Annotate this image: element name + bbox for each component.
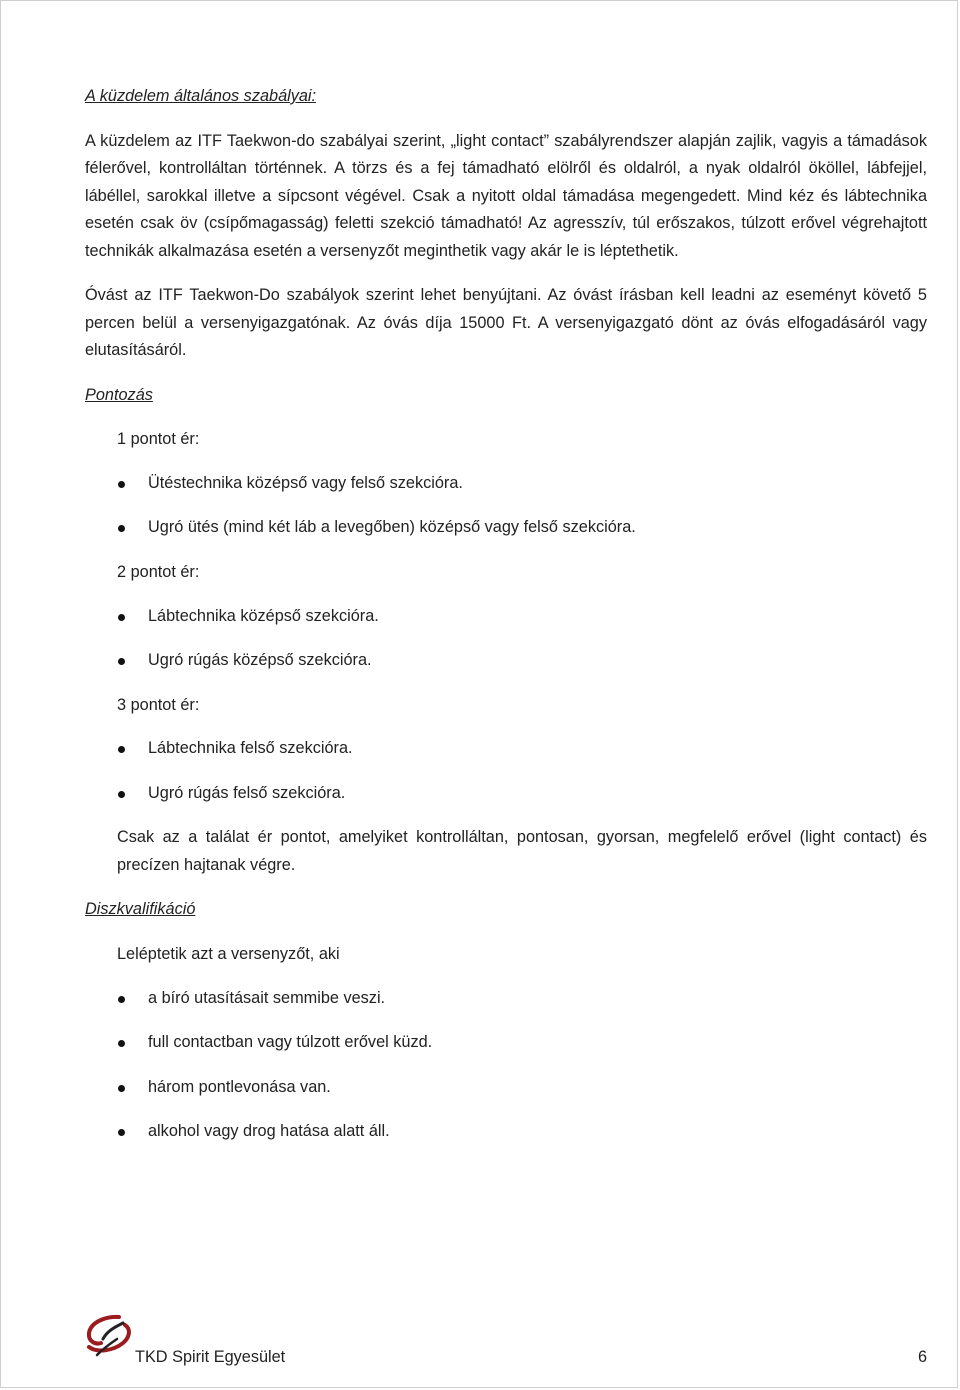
club-logo-icon [83,1313,133,1357]
list-item: Ütéstechnika középső vagy felső szekcióra. [117,470,927,498]
list-item: Lábtechnika felső szekcióra. [117,735,927,763]
bullet-icon [118,1085,125,1092]
list-item: három pontlevonása van. [117,1074,927,1102]
list-item: Ugró rúgás felső szekcióra. [117,780,927,808]
score-label-3: 3 pontot ér: [117,695,200,714]
section-heading-disqualification: Diszkvalifikáció [85,900,196,919]
section-heading-scoring: Pontozás [85,385,153,404]
bullet-icon [118,658,125,665]
footer-organization: TKD Spirit Egyesület [135,1348,286,1366]
bullet-icon [118,791,125,798]
disqualification-intro: Leléptetik azt a versenyzőt, aki [117,944,340,963]
bullet-icon [118,481,125,488]
score-list-3 [117,735,927,807]
score-label-2: 2 pontot ér: [117,562,200,581]
page-content [85,83,927,1146]
bullet-icon [118,1129,125,1136]
bullet-icon [118,614,125,621]
list-item: full contactban vagy túlzott erővel küzd. [117,1029,927,1057]
score-label-1: 1 pontot ér: [117,430,200,448]
list-item: alkohol vagy drog hatása alatt áll. [117,1118,927,1146]
protest-paragraph: Óvást az ITF Taekwon-Do szabályok szerint lehet benyújtani. Az óvást írásban kell leadni az eseményt követő 5 percen belül a versenyigazgatónak. Az óvás díja 15000 Ft. A versenyigazgató dönt az óvás elfogadásáról vagy elutasításáról. [85,286,927,359]
bullet-icon [118,996,125,1003]
rules-paragraph: A küzdelem az ITF Taekwon-do szabályai szerint, „light contact” szabályrendszer alapján zajlik, vagyis a támadások félerővel, kontrolláltan történnek. A törzs és a fej támadható elölről és oldalról, a nyak oldalról ököllel, lábfejjel, lábéllel, sarokkal illetve a sípcsont végével. Csak a nyitott oldal támadása megengedett. Mind kéz és lábtechnika esetén csak öv (csípőmagasság) feletti szekció támadható! Az agresszív, túl erőszakos, túlzott erővel végrehajtott technikák alkalmazása esetén a versenyzőt meginthetik vagy akár le is léptethetik. [85,131,927,260]
bullet-icon [118,1040,125,1047]
bullet-icon [118,746,125,753]
page-footer [83,1313,927,1373]
list-item: Lábtechnika középső szekcióra. [117,603,927,631]
page-number: 6 [917,1348,927,1366]
list-item: a bíró utasításait semmibe veszi. [117,985,927,1013]
bullet-icon [118,525,125,532]
score-list-1 [117,470,927,542]
scoring-note: Csak az a találat ér pontot, amelyiket kontrolláltan, pontosan, gyorsan, megfelelő erővel (light contact) és precízen hajtanak végre. [117,828,927,874]
score-list-2 [117,603,927,675]
list-item: Ugró rúgás középső szekcióra. [117,647,927,675]
list-item: Ugró ütés (mind két láb a levegőben) középső vagy felső szekcióra. [117,514,927,542]
disqualification-list [117,985,927,1146]
section-heading-general-rules: A küzdelem általános szabályai: [85,87,317,105]
